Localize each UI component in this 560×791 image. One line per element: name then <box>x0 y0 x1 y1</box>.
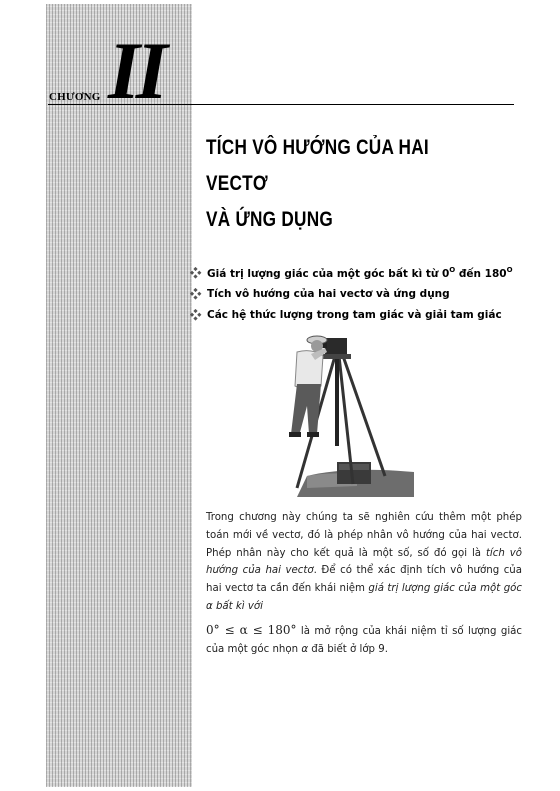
diamond-bullet-icon <box>190 288 202 300</box>
intro-italic-term: tích vô hướng của hai vectơ <box>206 547 522 577</box>
diamond-bullet-icon <box>190 309 202 321</box>
topic-item <box>190 304 530 325</box>
intro-italic-concept: giá trị lượng giác của một góc α bất kì với <box>206 583 522 612</box>
chapter-number: II <box>108 25 164 116</box>
chapter-label: CHƯƠNG <box>49 91 101 103</box>
topic-item <box>190 283 530 304</box>
topic-item <box>190 262 530 283</box>
alpha-symbol: α <box>301 643 309 655</box>
topic-text: Giá trị lượng giác của một góc bất kì từ $0^O$ đến $180^O$ <box>207 265 513 280</box>
intro-text: . Để có thể xác định tích vô hướng của hai vectơ ta cần đến khái niệm <box>206 565 522 595</box>
topic-text: Tích vô hướng của hai vectơ và ứng dụng <box>207 287 450 300</box>
hatched-side-band <box>46 4 192 787</box>
topic-text: Các hệ thức lượng trong tam giác và giải tam giác <box>207 308 502 321</box>
chapter-title-line-2: VÀ ỨNG DỤNG <box>206 208 334 231</box>
chapter-title <box>206 130 468 238</box>
angle-range-formula: 0° ≤ α ≤ 180° <box>206 622 297 637</box>
intro-text: đã biết ở lớp 9. <box>308 643 388 655</box>
intro-math-line <box>206 622 522 659</box>
chapter-title-line-1: TÍCH VÔ HƯỚNG CỦA HAI VECTƠ <box>206 136 429 195</box>
diamond-bullet-icon <box>190 267 202 279</box>
surveyor-with-theodolite-photo <box>267 326 414 497</box>
intro-text: Trong chương này chúng ta sẽ nghiên cứu thêm một phép toán mới về vectơ, đó là phép nhân vô hướng của hai vectơ. Phép nhân này cho kết quả là một số, số đó gọi là <box>206 512 522 559</box>
intro-text: là mở rộng của khái niệm tỉ số lượng giác của một góc nhọn <box>206 625 522 655</box>
topic-list <box>190 262 530 325</box>
chapter-introduction <box>206 509 522 658</box>
